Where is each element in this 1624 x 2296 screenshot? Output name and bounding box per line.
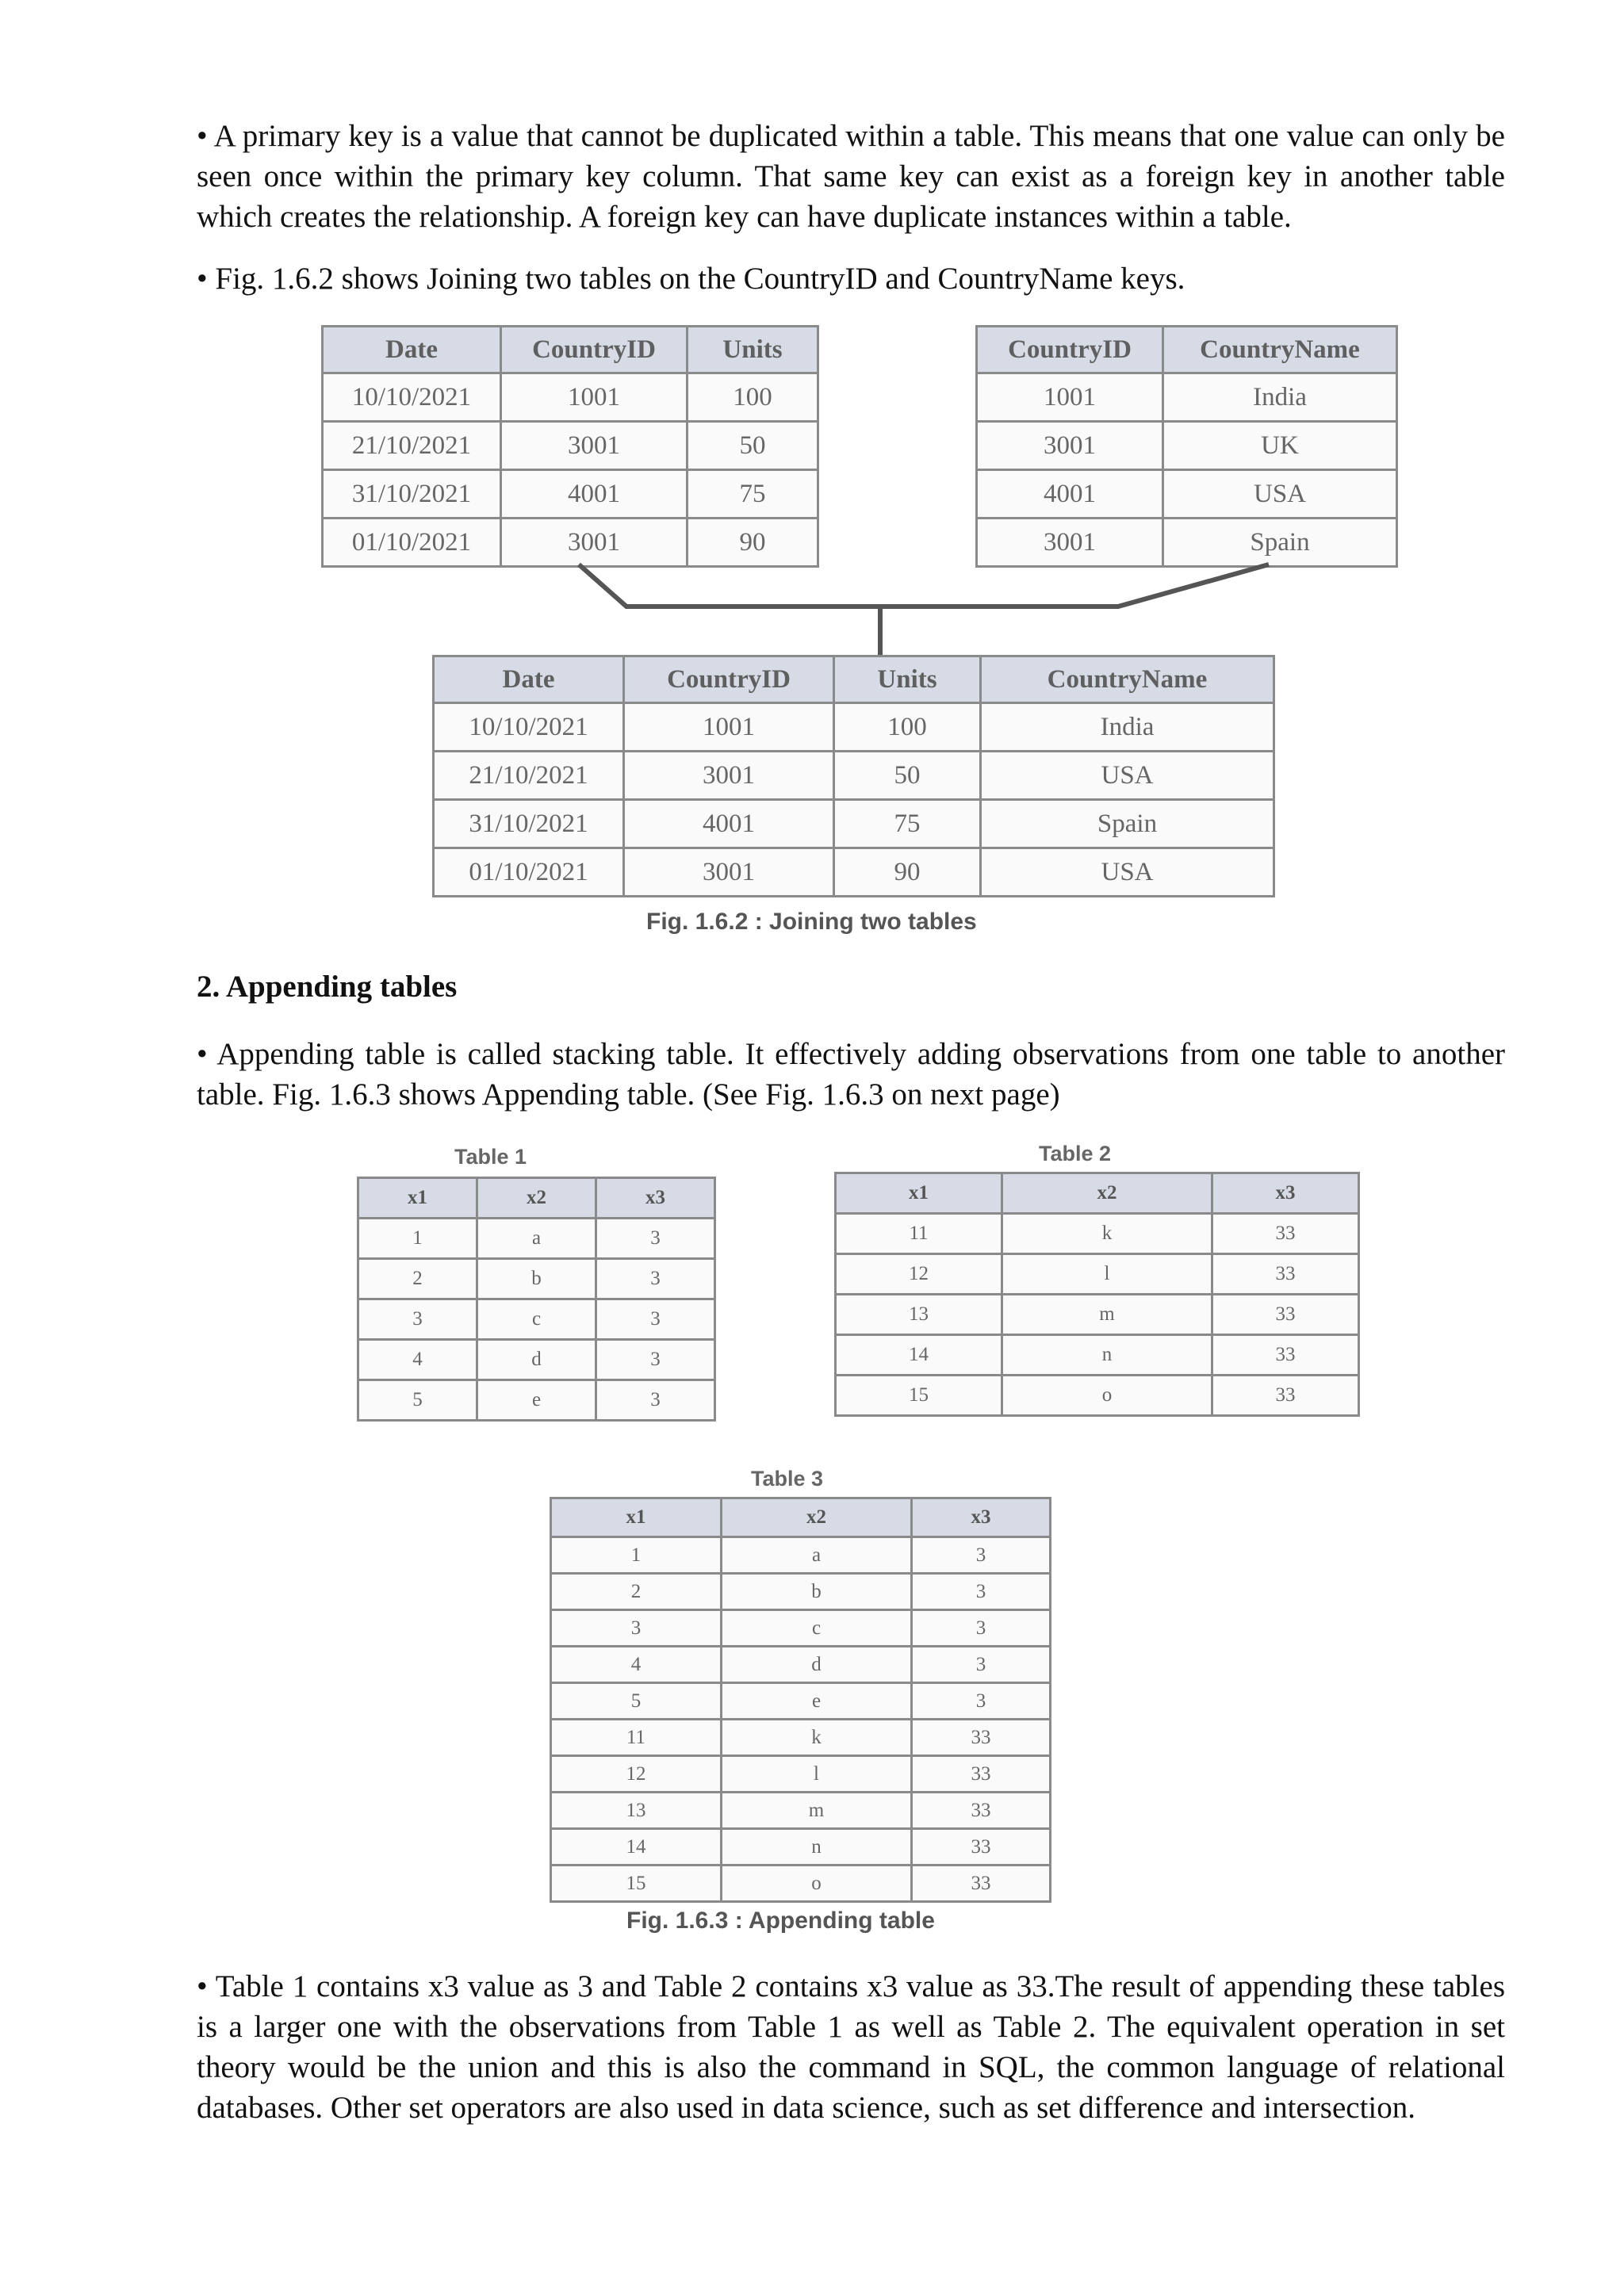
table2-header-cell: x3 [1212,1173,1359,1214]
table-row [434,752,1274,800]
joined-cell: 10/10/2021 [434,703,624,752]
table3-header-cell: x2 [722,1498,912,1537]
table1-cell: 3 [596,1380,715,1421]
join-left-cell: 100 [688,373,818,422]
joined-cell: 31/10/2021 [434,800,624,848]
table-row [551,1610,1051,1647]
join-left-cell: 21/10/2021 [323,422,501,470]
table3-cell: l [722,1756,912,1793]
joined-header-cell: CountryID [624,656,834,703]
table3-cell: k [722,1720,912,1756]
table2-label: Table 2 [1039,1142,1112,1165]
joined-table [432,655,1275,897]
table1-header-cell: x1 [358,1178,477,1219]
table2-cell: 11 [836,1214,1002,1254]
table3-cell: 11 [551,1720,722,1756]
table2-cell: l [1002,1254,1212,1295]
table1-cell: 1 [358,1219,477,1259]
table3-cell: o [722,1866,912,1902]
table3-cell: n [722,1829,912,1866]
table2-cell: 12 [836,1254,1002,1295]
table1-cell: 2 [358,1259,477,1299]
join-right-header-cell: CountryID [977,327,1163,373]
fig-163-caption: Fig. 1.6.3 : Appending table [626,1908,935,1934]
join-left-cell: 10/10/2021 [323,373,501,422]
join-left-cell: 90 [688,519,818,567]
append-table-1 [357,1177,716,1422]
table1-cell: 3 [596,1299,715,1340]
table3-cell: c [722,1610,912,1647]
table-row [836,1254,1359,1295]
table3-cell: 4 [551,1647,722,1683]
table1-cell: 3 [596,1259,715,1299]
join-left-cell: 3001 [501,422,688,470]
table-row [836,1335,1359,1376]
join-right-cell: Spain [1163,519,1397,567]
joined-cell: 100 [834,703,981,752]
table3-cell: 3 [912,1574,1051,1610]
join-left-cell: 1001 [501,373,688,422]
join-right-header-cell: CountryName [1163,327,1397,373]
joined-header-cell: CountryName [981,656,1274,703]
table2-cell: n [1002,1335,1212,1376]
table1-cell: 3 [596,1340,715,1380]
table-row [836,1214,1359,1254]
joined-cell: 21/10/2021 [434,752,624,800]
joined-cell: 01/10/2021 [434,848,624,897]
table-row [551,1866,1051,1902]
table2-cell: m [1002,1295,1212,1335]
table3-cell: e [722,1683,912,1720]
join-left-cell: 75 [688,470,818,519]
table3-header-cell: x1 [551,1498,722,1537]
joined-cell: 50 [834,752,981,800]
paragraph-union-explanation: • Table 1 contains x3 value as 3 and Table 2 contains x3 value as 33.The result of appending these tables is a larger one with the observations from Table 1 as well as Table 2. The equivalent operation in set theory would be the union and this is also the command in SQL, the common language of relational databases. Other set operators are also used in data science, such as set difference and intersection. [197,1969,1505,2125]
table2-cell: 33 [1212,1376,1359,1416]
table-row [358,1259,715,1299]
table1-cell: d [477,1340,596,1380]
table3-cell: 13 [551,1793,722,1829]
table3-cell: 3 [912,1610,1051,1647]
table3-cell: 1 [551,1537,722,1574]
table3-cell: 3 [551,1610,722,1647]
join-left-header-cell: Date [323,327,501,373]
table3-cell: d [722,1647,912,1683]
table2-header-cell: x1 [836,1173,1002,1214]
table2-cell: 33 [1212,1335,1359,1376]
joined-cell: USA [981,752,1274,800]
join-connector-lines [0,0,1624,714]
table3-cell: a [722,1537,912,1574]
table3-cell: 33 [912,1720,1051,1756]
table3-cell: 5 [551,1683,722,1720]
table-row [551,1793,1051,1829]
table2-cell: k [1002,1214,1212,1254]
join-left-cell: 01/10/2021 [323,519,501,567]
table1-header-cell: x3 [596,1178,715,1219]
join-left-header-cell: CountryID [501,327,688,373]
table1-cell: 4 [358,1340,477,1380]
table3-cell: 15 [551,1866,722,1902]
table3-cell: m [722,1793,912,1829]
table-row [551,1537,1051,1574]
join-right-cell: 3001 [977,519,1163,567]
append-table-2 [834,1172,1360,1417]
paragraph-appending-intro: • Appending table is called stacking table. It effectively adding observations from one table to another table. Fig. 1.6.3 shows Appending table. (See Fig. 1.6.3 on next page) [197,1037,1505,1112]
paragraph-primary-key: • A primary key is a value that cannot be duplicated within a table. This means that one value can only be seen once within the primary key column. That same key can exist as a foreign key in another table which creates the relationship. A foreign key can have duplicate instances within a table. [197,119,1505,234]
join-right-cell: 4001 [977,470,1163,519]
join-right-cell: 3001 [977,422,1163,470]
table3-cell: b [722,1574,912,1610]
join-left-cell: 3001 [501,519,688,567]
table-row [551,1756,1051,1793]
table-row [551,1720,1051,1756]
join-left-header-cell: Units [688,327,818,373]
table3-cell: 33 [912,1866,1051,1902]
table-row [836,1376,1359,1416]
table3-cell: 2 [551,1574,722,1610]
table-row [358,1340,715,1380]
table1-cell: a [477,1219,596,1259]
table-row [358,1299,715,1340]
join-left-cell: 50 [688,422,818,470]
join-right-cell: USA [1163,470,1397,519]
table2-cell: 33 [1212,1295,1359,1335]
join-left-cell: 31/10/2021 [323,470,501,519]
table2-cell: 33 [1212,1254,1359,1295]
table-row [551,1647,1051,1683]
table-row [551,1829,1051,1866]
table3-cell: 14 [551,1829,722,1866]
join-right-cell: 1001 [977,373,1163,422]
table3-cell: 33 [912,1829,1051,1866]
table3-cell: 33 [912,1756,1051,1793]
table2-cell: 14 [836,1335,1002,1376]
table3-header-cell: x3 [912,1498,1051,1537]
fig-162-caption: Fig. 1.6.2 : Joining two tables [646,909,977,935]
table1-cell: 3 [358,1299,477,1340]
append-table-3 [550,1497,1051,1903]
table-row [434,848,1274,897]
joined-cell: Spain [981,800,1274,848]
table2-cell: o [1002,1376,1212,1416]
table3-cell: 12 [551,1756,722,1793]
table-row [434,703,1274,752]
joined-cell: USA [981,848,1274,897]
joined-cell: India [981,703,1274,752]
table3-label: Table 3 [751,1467,824,1490]
table1-cell: e [477,1380,596,1421]
table3-cell: 3 [912,1683,1051,1720]
joined-cell: 3001 [624,752,834,800]
table1-cell: 5 [358,1380,477,1421]
table2-cell: 33 [1212,1214,1359,1254]
table1-header-cell: x2 [477,1178,596,1219]
table2-cell: 15 [836,1376,1002,1416]
paragraph-fig-162-intro: • Fig. 1.6.2 shows Joining two tables on the CountryID and CountryName keys. [197,262,1185,296]
joined-header-cell: Date [434,656,624,703]
table1-label: Table 1 [454,1145,527,1169]
table3-cell: 33 [912,1793,1051,1829]
joined-cell: 75 [834,800,981,848]
table3-cell: 3 [912,1537,1051,1574]
table-row [551,1574,1051,1610]
join-left-cell: 4001 [501,470,688,519]
joined-cell: 90 [834,848,981,897]
joined-header-cell: Units [834,656,981,703]
table2-header-cell: x2 [1002,1173,1212,1214]
joined-cell: 4001 [624,800,834,848]
table3-cell: 3 [912,1647,1051,1683]
join-right-cell: UK [1163,422,1397,470]
table1-cell: c [477,1299,596,1340]
table-row [551,1683,1051,1720]
table2-cell: 13 [836,1295,1002,1335]
join-right-cell: India [1163,373,1397,422]
table1-cell: b [477,1259,596,1299]
joined-cell: 1001 [624,703,834,752]
table-row [836,1295,1359,1335]
section-heading-appending: 2. Appending tables [197,970,458,1004]
table-row [358,1380,715,1421]
table-row [358,1219,715,1259]
joined-cell: 3001 [624,848,834,897]
table1-cell: 3 [596,1219,715,1259]
table-row [434,800,1274,848]
